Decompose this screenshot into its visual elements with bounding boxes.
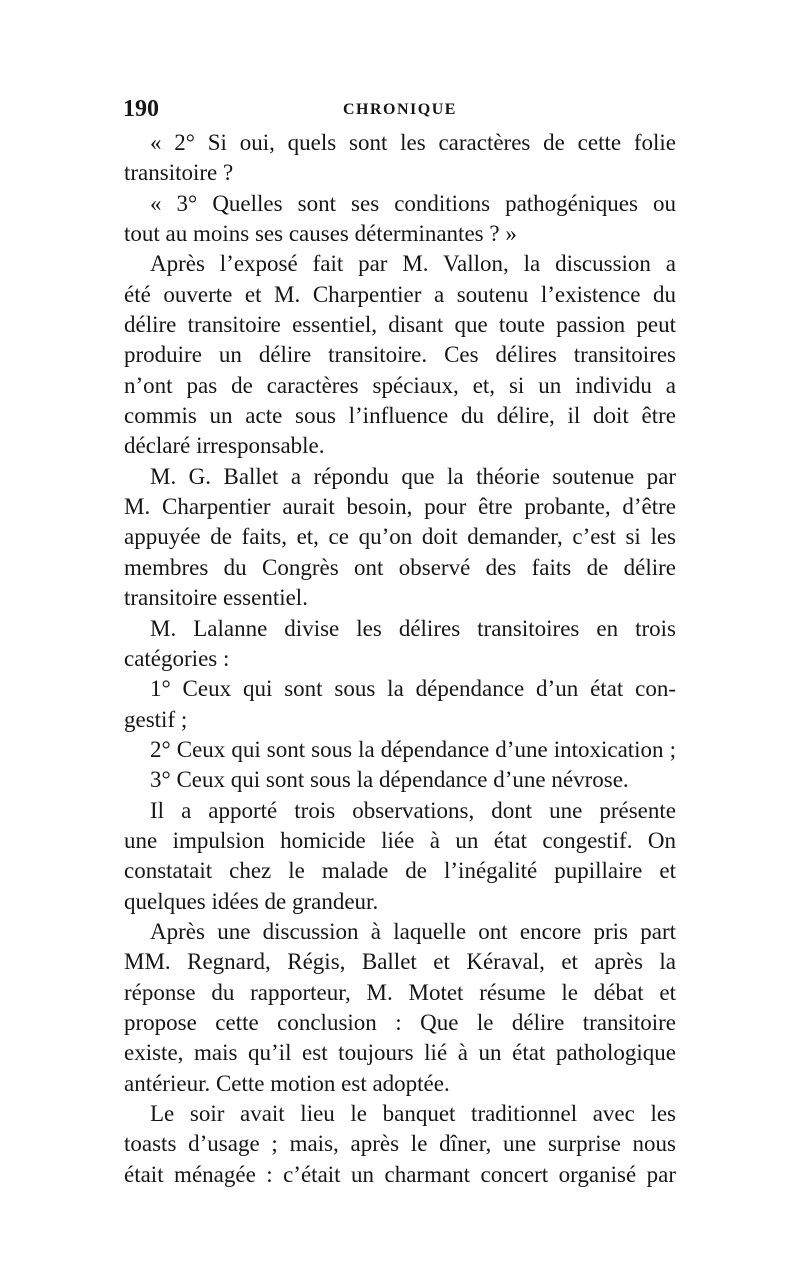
text-line: transitoire essentiel. <box>124 585 308 611</box>
page-header <box>121 94 677 126</box>
text-line: M. Lalanne divise les délires transitoires en trois <box>150 615 676 641</box>
text-line: toasts d’usage ; mais, après le dîner, une surprise nous <box>124 1131 676 1157</box>
text-line: 3° Ceux qui sont sous la dépendance d’une névrose. <box>150 767 629 793</box>
text-line: M. G. Ballet a répondu que la théorie soutenue par <box>150 463 676 489</box>
text-line: 1° Ceux qui sont sous la dépendance d’un état con- <box>150 676 676 702</box>
text-line: existe, mais qu’il est toujours lié à un état pathologique <box>124 1040 676 1066</box>
text-line: été ouverte et M. Charpentier a soutenu l’existence du <box>124 281 676 307</box>
text-line: M. Charpentier aurait besoin, pour être probante, d’être <box>124 494 676 520</box>
text-line: Il a apporté trois observations, dont une présente <box>150 797 676 823</box>
text-line: Après une discussion à laquelle ont encore pris part <box>150 918 676 944</box>
text-line: membres du Congrès ont observé des faits de délire <box>124 554 676 580</box>
text-line: antérieur. Cette motion est adoptée. <box>124 1070 450 1096</box>
text-line: réponse du rapporteur, M. Motet résume le débat et <box>124 979 676 1005</box>
text-line: quelques idées de grandeur. <box>124 888 379 914</box>
text-line: 2° Ceux qui sont sous la dépendance d’une intoxication ; <box>150 736 676 762</box>
text-line: commis un acte sous l’influence du délire, il doit être <box>124 403 676 429</box>
text-line: Après l’exposé fait par M. Vallon, la discussion a <box>150 251 676 277</box>
text-line: catégories : <box>124 645 230 671</box>
running-head: CHRONIQUE <box>343 101 457 118</box>
text-line: une impulsion homicide liée à un état congestif. On <box>124 827 676 853</box>
text-line: tout au moins ses causes déterminantes ? » <box>124 221 517 247</box>
text-line: était ménagée : c’était un charmant concert organisé par <box>124 1161 676 1187</box>
text-line: déclaré irresponsable. <box>124 433 325 459</box>
text-line: Le soir avait lieu le banquet traditionnel avec les <box>150 1101 676 1126</box>
text-line: MM. Regnard, Régis, Ballet et Kéraval, et après la <box>124 949 676 975</box>
text-line: n’ont pas de caractères spéciaux, et, si un individu a <box>124 372 676 398</box>
text-line: délire transitoire essentiel, disant que toute passion peut <box>124 312 676 338</box>
text-line: gestif ; <box>124 706 188 732</box>
text-line: « 2° Si oui, quels sont les caractères de cette folie <box>150 130 676 155</box>
text-line: propose cette conclusion : Que le délire transitoire <box>124 1009 676 1035</box>
body-text <box>124 128 676 1190</box>
text-line: constatait chez le malade de l’inégalité pupillaire et <box>124 858 676 884</box>
page-number: 190 <box>123 96 159 122</box>
text-line: appuyée de faits, et, ce qu’on doit demander, c’est si les <box>124 524 676 550</box>
text-line: « 3° Quelles sont ses conditions pathogéniques ou <box>150 190 676 216</box>
text-line: produire un délire transitoire. Ces délires transitoires <box>124 342 676 368</box>
text-line: transitoire ? <box>124 160 234 186</box>
